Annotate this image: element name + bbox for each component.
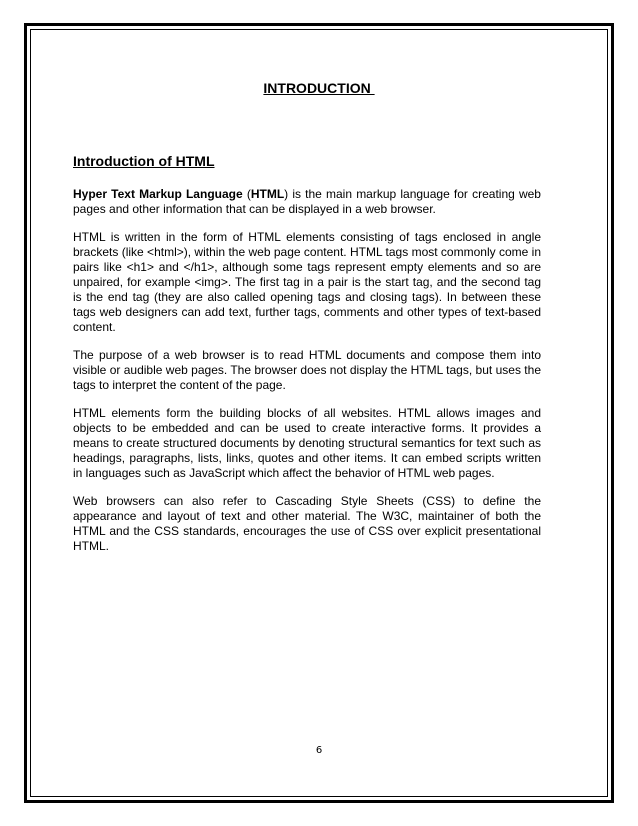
term-bold: Hyper Text Markup Language: [73, 187, 243, 201]
document-body: [73, 153, 541, 567]
page-number: 6: [315, 745, 323, 756]
abbr-bold: HTML: [250, 187, 285, 201]
main-heading: INTRODUCTION: [263, 80, 375, 96]
paragraph-building-blocks: HTML elements form the building blocks of all websites. HTML allows images and objects to be embedded and can be used to create interactive forms. It provides a means to create structured documents by denoting structural semantics for text such as headings, paragraphs, lists, links, quotes and other items. It can embed scripts written in languages such as JavaScript which affect the behavior of HTML web pages.: [73, 406, 541, 480]
term-open-paren: (: [242, 187, 251, 201]
paragraph-browser: The purpose of a web browser is to read HTML documents and compose them into visible or audible web pages. The browser does not display the HTML tags, but uses the tags to interpret the content of the page.: [73, 348, 541, 392]
paragraph-css: Web browsers can also refer to Cascading Style Sheets (CSS) to define the appearance and layout of text and other material. The W3C, maintainer of both the HTML and the CSS standards, encourages the use of CSS over explicit presentational HTML.: [73, 494, 541, 553]
paragraph-elements: HTML is written in the form of HTML elements consisting of tags enclosed in angle brackets (like <html>), within the web page content. HTML tags most commonly come in pairs like <h1> and </h1>, although some tags represent empty elements and so are unpaired, for example <img>. The first tag in a pair is the start tag, and the second tag is the end tag (they are also called opening tags and closing tags). In between these tags web designers can add text, further tags, comments and other types of text-based content.: [73, 230, 541, 334]
paragraph-definition: [73, 187, 541, 217]
definition-text: ) is the main markup language for creating web pages and other information that can be displayed in a web browser.: [73, 187, 541, 216]
section-heading: Introduction of HTML: [73, 153, 215, 169]
